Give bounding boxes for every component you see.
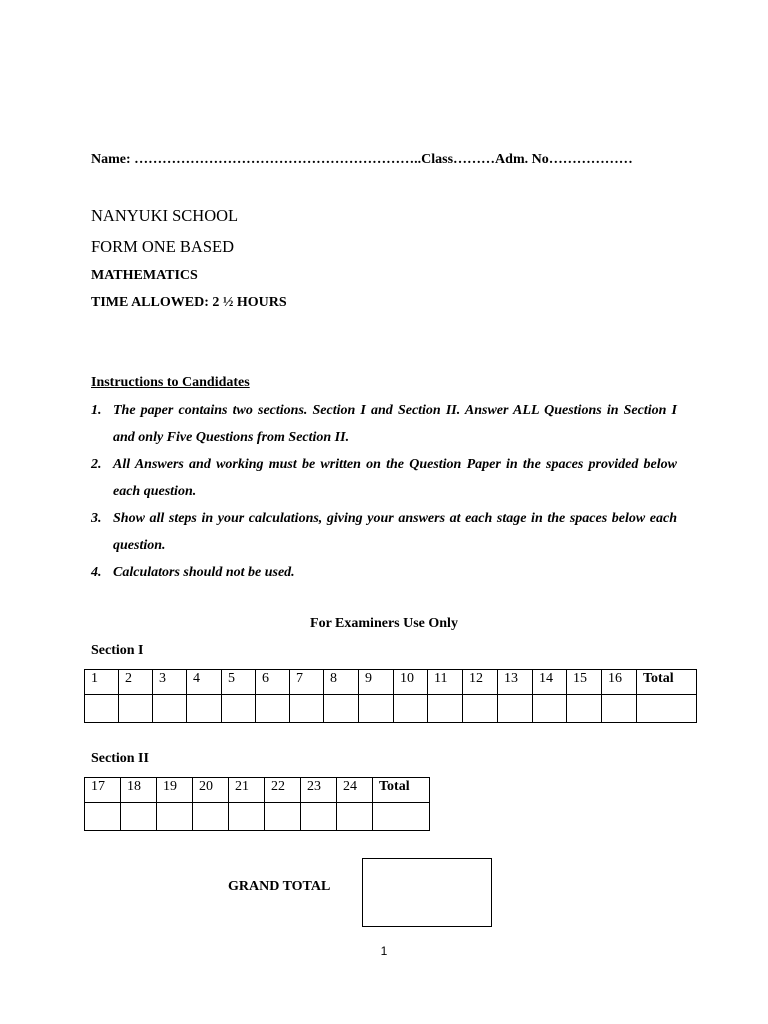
time-allowed: TIME ALLOWED: 2 ½ HOURS — [91, 295, 287, 310]
question-number-cell: 4 — [187, 670, 222, 695]
score-cell[interactable] — [602, 695, 637, 723]
question-number-cell: 10 — [394, 670, 428, 695]
question-number-cell: 17 — [85, 778, 121, 803]
question-number-cell: 15 — [567, 670, 602, 695]
name-class-adm-line: Name: ……………………………………………………..Class………Adm. No……………… — [91, 152, 633, 167]
section-1-label: Section I — [91, 643, 144, 658]
score-cell[interactable] — [359, 695, 394, 723]
score-cell[interactable] — [290, 695, 324, 723]
instruction-text: Show all steps in your calculations, giving your answers at each stage in the spaces below each question. — [113, 511, 677, 553]
question-number-cell: 16 — [602, 670, 637, 695]
score-cell[interactable] — [463, 695, 498, 723]
instruction-text: All Answers and working must be written on the Question Paper in the spaces provided below each question. — [113, 457, 677, 499]
score-cell[interactable] — [153, 695, 187, 723]
question-number-cell: 3 — [153, 670, 187, 695]
page-number: 1 — [380, 944, 388, 958]
score-cell[interactable] — [222, 695, 256, 723]
question-number-cell: 14 — [533, 670, 567, 695]
instruction-number: 1. — [91, 403, 102, 418]
score-cell[interactable] — [324, 695, 359, 723]
question-number-cell: 8 — [324, 670, 359, 695]
section-2-header-row — [85, 778, 430, 803]
score-cell[interactable] — [428, 695, 463, 723]
total-score-cell[interactable] — [637, 695, 697, 723]
question-number-cell: 19 — [157, 778, 193, 803]
section-2-score-row — [85, 803, 430, 831]
instruction-item — [91, 451, 677, 505]
question-number-cell: 7 — [290, 670, 324, 695]
score-cell[interactable] — [229, 803, 265, 831]
instruction-item — [91, 559, 677, 586]
score-cell[interactable] — [157, 803, 193, 831]
score-cell[interactable] — [85, 803, 121, 831]
score-cell[interactable] — [121, 803, 157, 831]
instruction-number: 4. — [91, 565, 102, 580]
score-cell[interactable] — [193, 803, 229, 831]
score-cell[interactable] — [337, 803, 373, 831]
score-cell[interactable] — [498, 695, 533, 723]
score-cell[interactable] — [265, 803, 301, 831]
school-name: NANYUKI SCHOOL — [91, 206, 239, 225]
question-number-cell: 12 — [463, 670, 498, 695]
question-number-cell: 22 — [265, 778, 301, 803]
total-header-cell: Total — [637, 670, 697, 695]
score-cell[interactable] — [85, 695, 119, 723]
instruction-text: The paper contains two sections. Section I and Section II. Answer ALL Questions in Section I and only Five Questions from Section II. — [113, 403, 677, 445]
score-cell[interactable] — [533, 695, 567, 723]
question-number-cell: 23 — [301, 778, 337, 803]
grand-total-box[interactable] — [362, 858, 492, 927]
instruction-text: Calculators should not be used. — [113, 565, 295, 580]
subject-title: MATHEMATICS — [91, 268, 198, 283]
section-1-header-row — [85, 670, 697, 695]
score-cell[interactable] — [394, 695, 428, 723]
instruction-item — [91, 505, 677, 559]
question-number-cell: 2 — [119, 670, 153, 695]
exam-title: FORM ONE BASED — [91, 237, 235, 256]
instruction-item — [91, 397, 677, 451]
question-number-cell: 24 — [337, 778, 373, 803]
score-cell[interactable] — [256, 695, 290, 723]
instructions-heading: Instructions to Candidates — [91, 375, 250, 390]
instruction-number: 2. — [91, 457, 102, 472]
question-number-cell: 9 — [359, 670, 394, 695]
grand-total-label: GRAND TOTAL — [228, 879, 331, 894]
section-1-score-table — [84, 669, 697, 723]
examiners-use-heading: For Examiners Use Only — [310, 616, 458, 631]
section-2-score-table — [84, 777, 430, 831]
question-number-cell: 1 — [85, 670, 119, 695]
instructions-list — [91, 397, 677, 586]
question-number-cell: 18 — [121, 778, 157, 803]
section-1-score-row — [85, 695, 697, 723]
question-number-cell: 11 — [428, 670, 463, 695]
question-number-cell: 6 — [256, 670, 290, 695]
total-header-cell: Total — [373, 778, 430, 803]
score-cell[interactable] — [187, 695, 222, 723]
total-score-cell[interactable] — [373, 803, 430, 831]
question-number-cell: 21 — [229, 778, 265, 803]
score-cell[interactable] — [567, 695, 602, 723]
score-cell[interactable] — [119, 695, 153, 723]
question-number-cell: 13 — [498, 670, 533, 695]
question-number-cell: 5 — [222, 670, 256, 695]
question-number-cell: 20 — [193, 778, 229, 803]
instruction-number: 3. — [91, 511, 102, 526]
section-2-label: Section II — [91, 751, 149, 766]
score-cell[interactable] — [301, 803, 337, 831]
